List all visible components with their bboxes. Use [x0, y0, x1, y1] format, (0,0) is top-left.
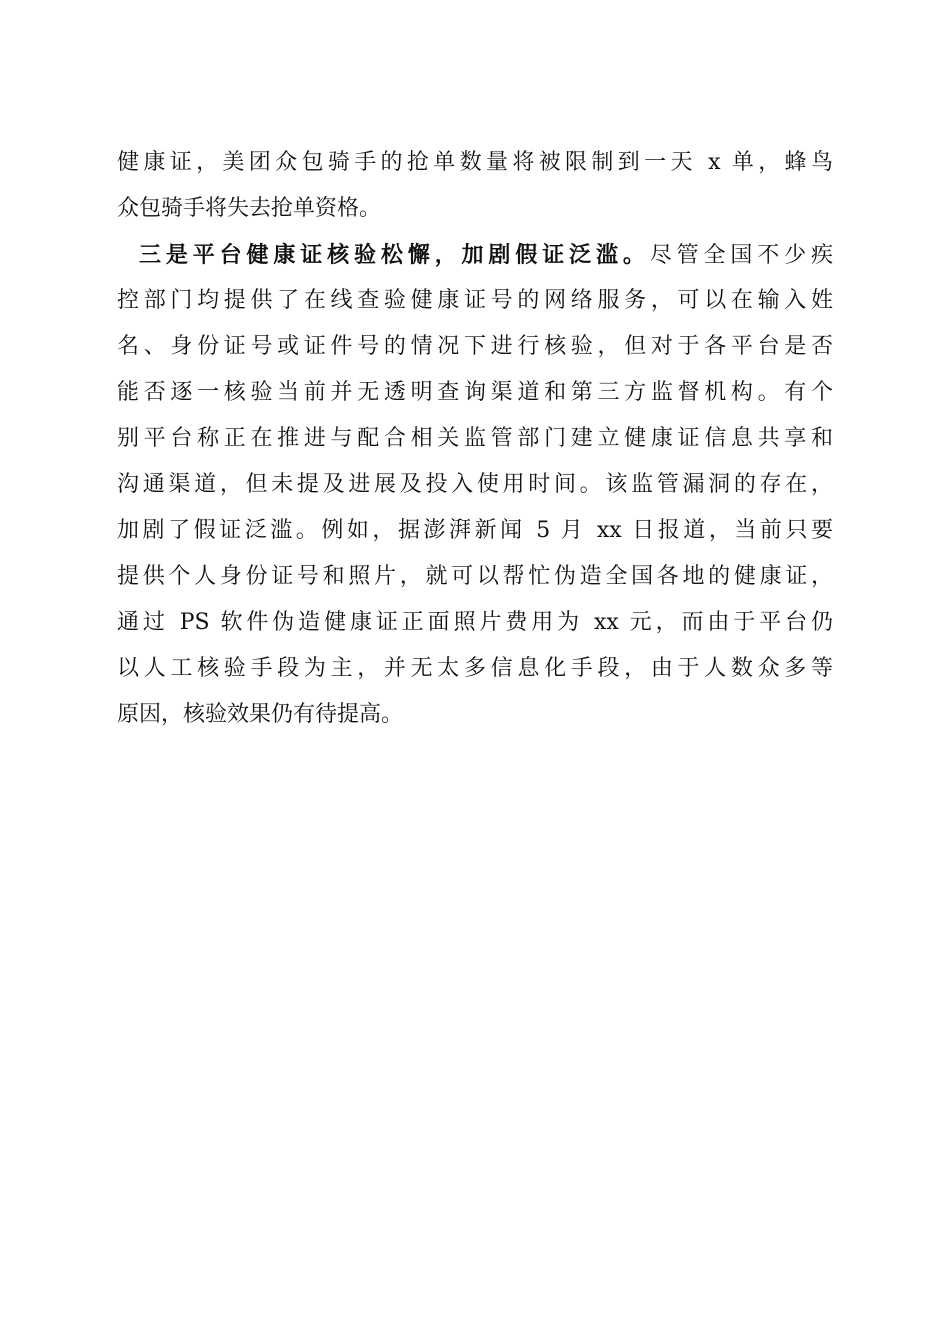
text-line: 加剧了假证泛滥。例如，据澎湃新闻 5 月 xx 日报道，当前只要 — [117, 518, 833, 543]
document-body — [117, 140, 833, 738]
text-line: 控部门均提供了在线查验健康证号的网络服务，可以在输入姓 — [117, 288, 833, 313]
first-line-rest: 尽管全国不少疾 — [649, 243, 833, 268]
text-line-first — [117, 232, 833, 278]
text-line: 能否逐一核验当前并无透明查询渠道和第三方监督机构。有个 — [117, 380, 833, 405]
text-line: 健康证，美团众包骑手的抢单数量将被限制到一天 x 单，蜂鸟 — [117, 150, 833, 175]
text-line: 原因，核验效果仍有待提高。 — [117, 702, 404, 727]
paragraph-lead-bold: 三是平台健康证核验松懈，加剧假证泛滥。 — [139, 242, 650, 268]
text-line: 提供个人身份证号和照片，就可以帮忙伪造全国各地的健康证， — [117, 564, 833, 589]
text-line: 名、身份证号或证件号的情况下进行核验，但对于各平台是否 — [117, 334, 833, 359]
text-line: 通过 PS 软件伪造健康证正面照片费用为 xx 元，而由于平台仍 — [117, 610, 833, 635]
paragraph-1 — [117, 140, 833, 232]
text-line: 以人工核验手段为主，并无太多信息化手段，由于人数众多等 — [117, 656, 833, 681]
text-line: 别平台称正在推进与配合相关监管部门建立健康证信息共享和 — [117, 426, 833, 451]
paragraph-2 — [117, 232, 833, 738]
text-line: 众包骑手将失去抢单资格。 — [117, 196, 382, 221]
text-line: 沟通渠道，但未提及进展及投入使用时间。该监管漏洞的存在， — [117, 472, 833, 497]
